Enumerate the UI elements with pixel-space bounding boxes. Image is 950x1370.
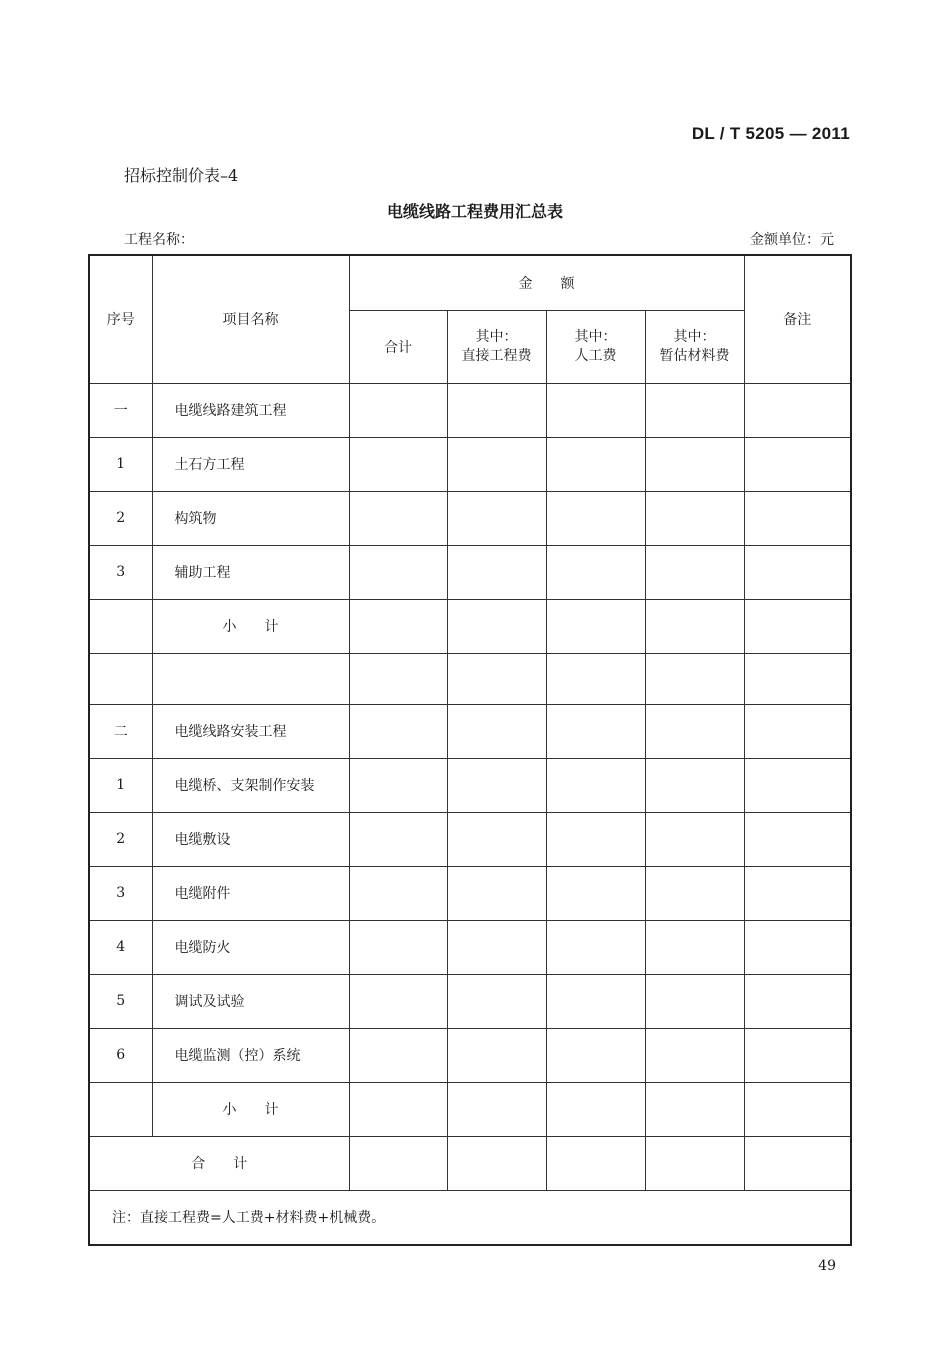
cell-direct[interactable] (447, 920, 546, 974)
cell-remark[interactable] (744, 974, 851, 1028)
cell-direct[interactable] (447, 383, 546, 437)
cell-total[interactable] (349, 812, 447, 866)
cell-direct[interactable] (447, 1136, 546, 1190)
cell-material[interactable] (645, 758, 744, 812)
row-item-name: 电缆桥、支架制作安装 (152, 758, 349, 812)
row-item-name (152, 653, 349, 704)
row-item-name: 电缆监测（控）系统 (152, 1028, 349, 1082)
cell-material[interactable] (645, 437, 744, 491)
row-seq: 4 (89, 920, 152, 974)
cell-remark[interactable] (744, 920, 851, 974)
row-seq: 1 (89, 758, 152, 812)
row-item-name: 电缆线路建筑工程 (152, 383, 349, 437)
cell-remark[interactable] (744, 758, 851, 812)
row-item-name: 调试及试验 (152, 974, 349, 1028)
cell-direct[interactable] (447, 491, 546, 545)
cell-remark[interactable] (744, 1136, 851, 1190)
cell-remark[interactable] (744, 545, 851, 599)
cell-total[interactable] (349, 1082, 447, 1136)
cell-total[interactable] (349, 545, 447, 599)
header-item-name: 项目名称 (152, 255, 349, 383)
cell-labor[interactable] (546, 758, 645, 812)
row-item-name: 辅助工程 (152, 545, 349, 599)
table-id: 招标控制价表–4 (124, 166, 239, 185)
header-seq: 序号 (89, 255, 152, 383)
row-seq (89, 653, 152, 704)
header-material-cost (645, 310, 744, 383)
cell-labor[interactable] (546, 1028, 645, 1082)
grand-total-label: 合 计 (89, 1136, 349, 1190)
cell-direct[interactable] (447, 812, 546, 866)
cell-direct[interactable] (447, 704, 546, 758)
cell-total[interactable] (349, 437, 447, 491)
cell-material[interactable] (645, 491, 744, 545)
cell-remark[interactable] (744, 653, 851, 704)
table-row (89, 383, 851, 437)
cell-total[interactable] (349, 599, 447, 653)
cell-labor[interactable] (546, 920, 645, 974)
cell-labor[interactable] (546, 383, 645, 437)
cell-labor[interactable] (546, 974, 645, 1028)
cell-direct[interactable] (447, 545, 546, 599)
cell-material[interactable] (645, 974, 744, 1028)
cell-labor[interactable] (546, 653, 645, 704)
cell-material[interactable] (645, 704, 744, 758)
table-row (89, 866, 851, 920)
cell-direct[interactable] (447, 974, 546, 1028)
cell-remark[interactable] (744, 1028, 851, 1082)
header-direct-line2: 直接工程费 (461, 347, 532, 364)
cell-remark[interactable] (744, 491, 851, 545)
cell-material[interactable] (645, 1028, 744, 1082)
row-item-name: 电缆敷设 (152, 812, 349, 866)
table-row (89, 437, 851, 491)
cell-remark[interactable] (744, 704, 851, 758)
cell-material[interactable] (645, 812, 744, 866)
blank-row (89, 653, 851, 704)
cell-total[interactable] (349, 1136, 447, 1190)
amount-unit-label: 金额单位：元 (750, 232, 834, 248)
cell-labor[interactable] (546, 1082, 645, 1136)
row-seq: 5 (89, 974, 152, 1028)
cell-material[interactable] (645, 545, 744, 599)
header-total: 合计 (349, 310, 447, 383)
header-labor-line1: 其中： (574, 328, 617, 345)
cell-labor[interactable] (546, 491, 645, 545)
cell-direct[interactable] (447, 1082, 546, 1136)
cell-remark[interactable] (744, 599, 851, 653)
subtotal-row (89, 1082, 851, 1136)
row-seq (89, 599, 152, 653)
cell-total[interactable] (349, 866, 447, 920)
row-item-name: 小 计 (152, 1082, 349, 1136)
row-item-name: 小 计 (152, 599, 349, 653)
table-row (89, 491, 851, 545)
row-seq: 一 (89, 383, 152, 437)
row-seq: 6 (89, 1028, 152, 1082)
note-row (89, 1190, 851, 1245)
header-labor-cost (546, 310, 645, 383)
cell-remark[interactable] (744, 866, 851, 920)
cell-labor[interactable] (546, 1136, 645, 1190)
cell-total[interactable] (349, 491, 447, 545)
cell-total[interactable] (349, 653, 447, 704)
table-row (89, 974, 851, 1028)
project-name-label: 工程名称： (124, 232, 194, 248)
grand-total-row (89, 1136, 851, 1190)
cell-material[interactable] (645, 1136, 744, 1190)
cell-material[interactable] (645, 383, 744, 437)
cell-direct[interactable] (447, 758, 546, 812)
table-row (89, 1028, 851, 1082)
cell-material[interactable] (645, 599, 744, 653)
cost-summary-table (88, 254, 852, 1246)
table-note: 注：直接工程费=人工费+材料费+机械费。 (89, 1190, 851, 1245)
row-item-name: 电缆线路安装工程 (152, 704, 349, 758)
cell-total[interactable] (349, 920, 447, 974)
cell-material[interactable] (645, 1082, 744, 1136)
cell-labor[interactable] (546, 812, 645, 866)
row-seq: 二 (89, 704, 152, 758)
cell-direct[interactable] (447, 1028, 546, 1082)
header-material-line1: 其中： (673, 328, 716, 345)
row-item-name: 电缆防火 (152, 920, 349, 974)
header-amount-group: 金 额 (349, 255, 744, 310)
row-seq: 2 (89, 812, 152, 866)
row-item-name: 电缆附件 (152, 866, 349, 920)
row-seq: 2 (89, 491, 152, 545)
row-seq: 3 (89, 545, 152, 599)
cell-labor[interactable] (546, 866, 645, 920)
standard-code: DL / T 5205 — 2011 (691, 124, 850, 143)
cell-material[interactable] (645, 920, 744, 974)
cell-total[interactable] (349, 1028, 447, 1082)
header-direct-line1: 其中： (475, 328, 518, 345)
cell-total[interactable] (349, 383, 447, 437)
cell-labor[interactable] (546, 545, 645, 599)
row-item-name: 构筑物 (152, 491, 349, 545)
cell-direct[interactable] (447, 653, 546, 704)
cell-labor[interactable] (546, 704, 645, 758)
header-row-1 (89, 255, 851, 310)
cell-remark[interactable] (744, 1082, 851, 1136)
header-material-line2: 暂估材料费 (659, 347, 730, 364)
cell-labor[interactable] (546, 599, 645, 653)
cell-material[interactable] (645, 866, 744, 920)
table-row (89, 545, 851, 599)
document-title: 电缆线路工程费用汇总表 (386, 202, 563, 221)
subtotal-row (89, 599, 851, 653)
cell-total[interactable] (349, 974, 447, 1028)
cell-remark[interactable] (744, 812, 851, 866)
table-row (89, 704, 851, 758)
row-seq (89, 1082, 152, 1136)
header-direct-cost (447, 310, 546, 383)
cell-labor[interactable] (546, 437, 645, 491)
cell-total[interactable] (349, 704, 447, 758)
page-number: 49 (818, 1258, 836, 1274)
cell-material[interactable] (645, 653, 744, 704)
table-row (89, 920, 851, 974)
cell-direct[interactable] (447, 599, 546, 653)
cell-remark[interactable] (744, 383, 851, 437)
row-item-name: 土石方工程 (152, 437, 349, 491)
cell-direct[interactable] (447, 437, 546, 491)
cell-total[interactable] (349, 758, 447, 812)
cell-remark[interactable] (744, 437, 851, 491)
cell-direct[interactable] (447, 866, 546, 920)
table-row (89, 758, 851, 812)
header-labor-line2: 人工费 (574, 347, 617, 364)
table-row (89, 812, 851, 866)
row-seq: 3 (89, 866, 152, 920)
row-seq: 1 (89, 437, 152, 491)
header-remark: 备注 (744, 255, 851, 383)
